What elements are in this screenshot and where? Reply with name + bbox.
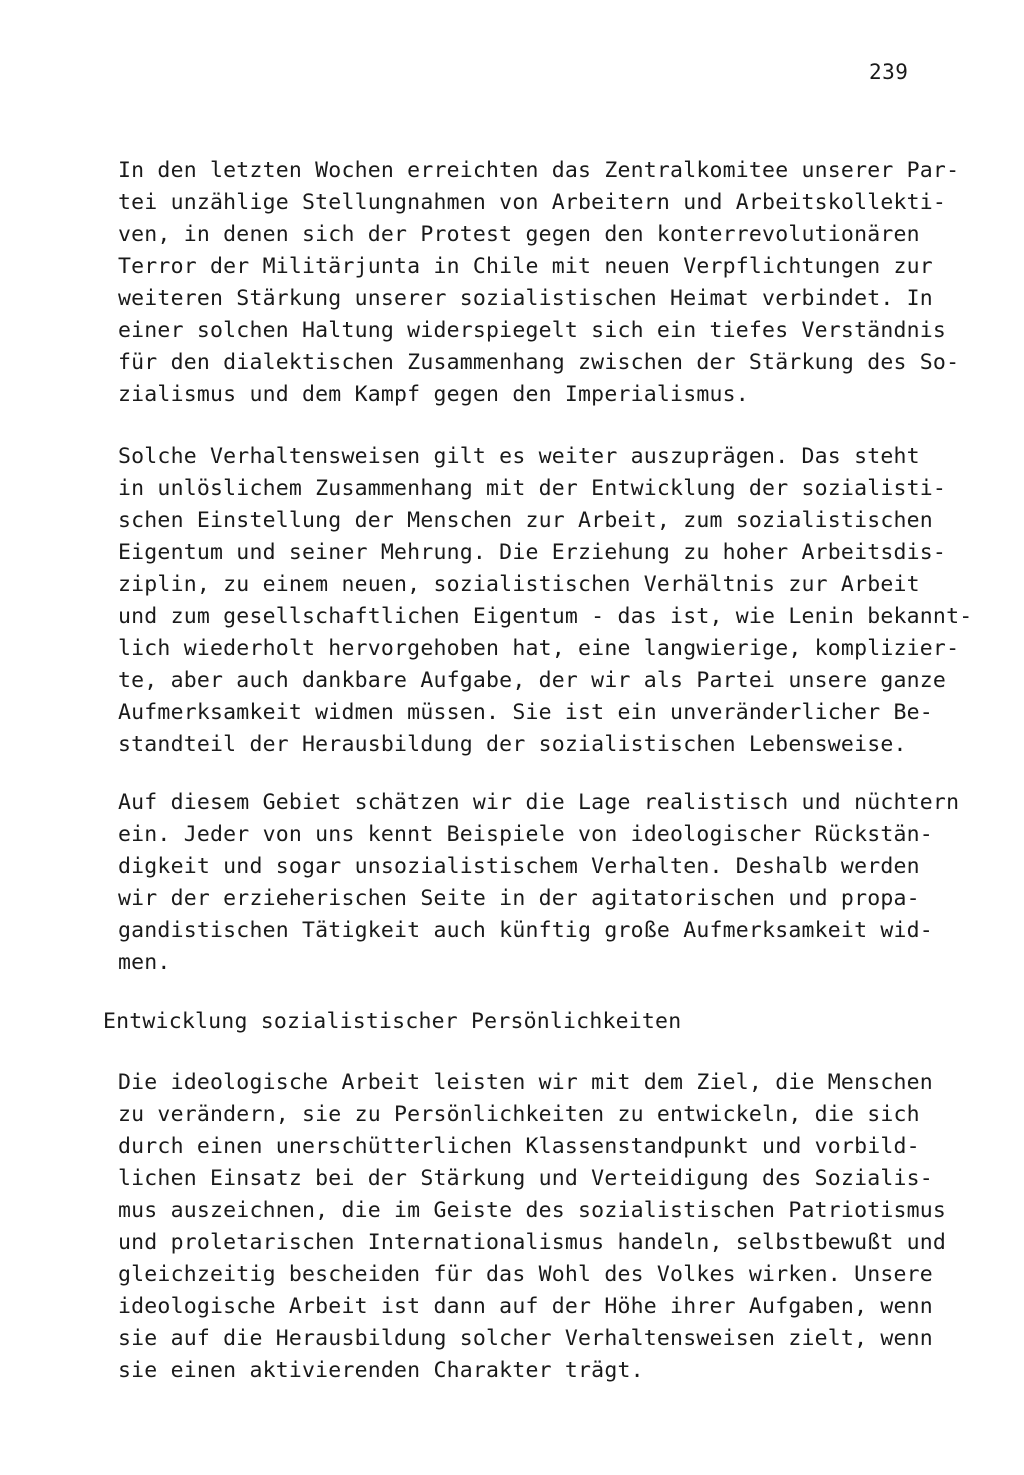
text-line: standteil der Herausbildung der sozialistischen Lebensweise. [118, 732, 907, 757]
text-line: lich wiederholt hervorgehoben hat, eine langwierige, komplizier- [118, 636, 960, 661]
text-line: Eigentum und seiner Mehrung. Die Erziehung zu hoher Arbeitsdis- [118, 540, 947, 565]
text-line: und proletarischen Internationalismus handeln, selbstbewußt und [118, 1230, 947, 1255]
text-line: und zum gesellschaftlichen Eigentum - das ist, wie Lenin bekannt- [118, 604, 973, 629]
page-number: 239 [869, 60, 909, 84]
text-line: sie auf die Herausbildung solcher Verhaltensweisen zielt, wenn [118, 1326, 933, 1351]
text-line: schen Einstellung der Menschen zur Arbeit, zum sozialistischen [118, 508, 933, 533]
text-line: wir der erzieherischen Seite in der agitatorischen und propa- [118, 886, 920, 911]
text-line: In den letzten Wochen erreichten das Zentralkomitee unserer Par- [118, 158, 960, 183]
text-line: ideologische Arbeit ist dann auf der Höhe ihrer Aufgaben, wenn [118, 1294, 933, 1319]
text-line: für den dialektischen Zusammenhang zwischen der Stärkung des So- [118, 350, 960, 375]
text-line: zialismus und dem Kampf gegen den Imperialismus. [118, 382, 749, 407]
text-line: ein. Jeder von uns kennt Beispiele von ideologischer Rückstän- [118, 822, 933, 847]
text-line: in unlöslichem Zusammenhang mit der Entwicklung der sozialisti- [118, 476, 947, 501]
text-line: mus auszeichnen, die im Geiste des sozialistischen Patriotismus [118, 1198, 947, 1223]
text-line: weiteren Stärkung unserer sozialistischen Heimat verbindet. In [118, 286, 933, 311]
text-line: Die ideologische Arbeit leisten wir mit dem Ziel, die Menschen [118, 1070, 933, 1095]
text-line: Auf diesem Gebiet schätzen wir die Lage realistisch und nüchtern [118, 790, 960, 815]
text-line: Terror der Militärjunta in Chile mit neuen Verpflichtungen zur [118, 254, 933, 279]
text-line: Aufmerksamkeit widmen müssen. Sie ist ein unveränderlicher Be- [118, 700, 933, 725]
text-line: men. [118, 950, 171, 975]
text-line: sie einen aktivierenden Charakter trägt. [118, 1358, 644, 1383]
text-line: lichen Einsatz bei der Stärkung und Verteidigung des Sozialis- [118, 1166, 933, 1191]
text-line: durch einen unerschütterlichen Klassenstandpunkt und vorbild- [118, 1134, 920, 1159]
text-line: tei unzählige Stellungnahmen von Arbeitern und Arbeitskollekti- [118, 190, 947, 215]
text-line: einer solchen Haltung widerspiegelt sich ein tiefes Verständnis [118, 318, 947, 343]
text-line: te, aber auch dankbare Aufgabe, der wir als Partei unsere ganze [118, 668, 947, 693]
text-line: ziplin, zu einem neuen, sozialistischen Verhältnis zur Arbeit [118, 572, 920, 597]
text-line: gandistischen Tätigkeit auch künftig große Aufmerksamkeit wid- [118, 918, 933, 943]
text-line: digkeit und sogar unsozialistischem Verhalten. Deshalb werden [118, 854, 920, 879]
text-line: Solche Verhaltensweisen gilt es weiter auszuprägen. Das steht [118, 444, 920, 469]
text-line: ven, in denen sich der Protest gegen den konterrevolutionären [118, 222, 920, 247]
section-heading: Entwicklung sozialistischer Persönlichkeiten [103, 1009, 682, 1034]
text-line: gleichzeitig bescheiden für das Wohl des Volkes wirken. Unsere [118, 1262, 933, 1287]
text-line: zu verändern, sie zu Persönlichkeiten zu entwickeln, die sich [118, 1102, 920, 1127]
